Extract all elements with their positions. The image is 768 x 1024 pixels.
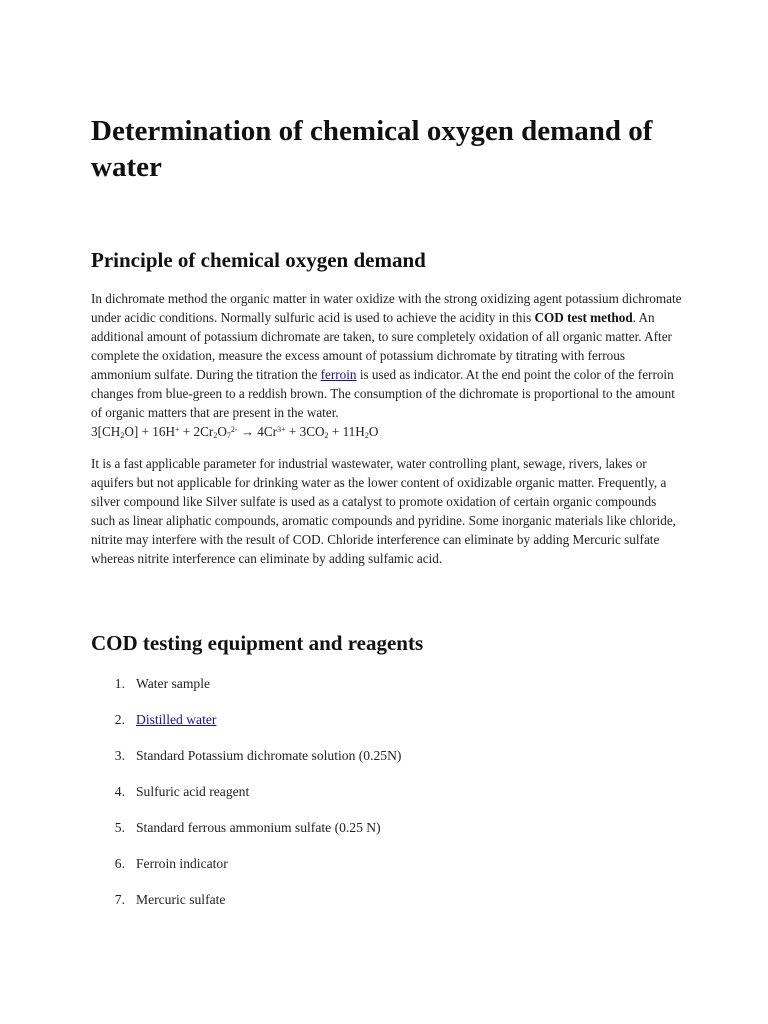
reagents-list [91, 674, 691, 926]
list-item-text: Sulfuric acid reagent [136, 784, 250, 799]
principle-text-c: is used as indicator. At the end point the color of the ferroin changes from blue-green to a reddish brown. The consumption of the dichromate is proportional to the amount of organic matters that are present in the water. [91, 367, 675, 420]
list-item-number: 6. [114, 856, 125, 871]
section-heading-equipment: COD testing equipment and reagents [91, 631, 424, 655]
list-item [91, 710, 691, 746]
list-item-number: 2. [114, 712, 125, 727]
section-heading-principle: Principle of chemical oxygen demand [91, 248, 426, 272]
principle-paragraph [91, 289, 683, 441]
list-item [91, 854, 691, 890]
cod-test-method-bold: COD test method [534, 310, 633, 325]
list-item-text: Water sample [136, 676, 211, 691]
page-title: Determination of chemical oxygen demand of water [91, 115, 653, 183]
list-item [91, 890, 691, 926]
distilled-water-link[interactable]: Distilled water [136, 712, 217, 727]
list-item [91, 818, 691, 854]
list-item [91, 674, 691, 710]
list-item-text: Ferroin indicator [136, 856, 228, 871]
list-item-number: 7. [114, 892, 125, 907]
principle-text-a: In dichromate method the organic matter in water oxidize with the strong oxidizing agent potassium dichromate under acidic conditions. Normally sulfuric acid is used to achieve the acidity in this [91, 291, 682, 325]
list-item-text: Standard ferrous ammonium sulfate (0.25 N) [136, 820, 381, 835]
list-item-number: 1. [114, 676, 125, 691]
list-item-text: Standard Potassium dichromate solution (0.25N) [136, 748, 402, 763]
ferroin-link[interactable]: ferroin [320, 367, 357, 382]
list-item-number: 3. [114, 748, 125, 763]
list-item-number: 5. [114, 820, 125, 835]
reaction-equation: $3[CH_2O] + 16H^+ + 2Cr_2O_7^{2-} \to 4Cr^{3+} + 3CO_2 + 11H_2O$ [91, 424, 379, 440]
list-item [91, 746, 691, 782]
list-item-text: Mercuric sulfate [136, 892, 226, 907]
list-item-number: 4. [114, 784, 125, 799]
list-item [91, 782, 691, 818]
applicability-paragraph: It is a fast applicable parameter for industrial wastewater, water controlling plant, sewage, rivers, lakes or aquifers but not applicable for drinking water as the lower content of oxidizable organic matter. Frequently, a silver compound like Silver sulfate is used as a catalyst to promote oxidation of certain organic compounds such as linear aliphatic compounds, aromatic compounds and pyridine. Some inorganic materials like chloride, nitrite may interfere with the result of COD. Chloride interference can eliminate by adding Mercuric sulfate whereas nitrite interference can eliminate by adding sulfamic acid. [91, 456, 676, 566]
principle-text-b: . An additional amount of potassium dichromate are taken, to sure completely oxidation of all organic matter. After complete the oxidation, measure the excess amount of potassium dichromate by titrating with ferrous ammonium sulfate. During the titration the [91, 310, 672, 382]
